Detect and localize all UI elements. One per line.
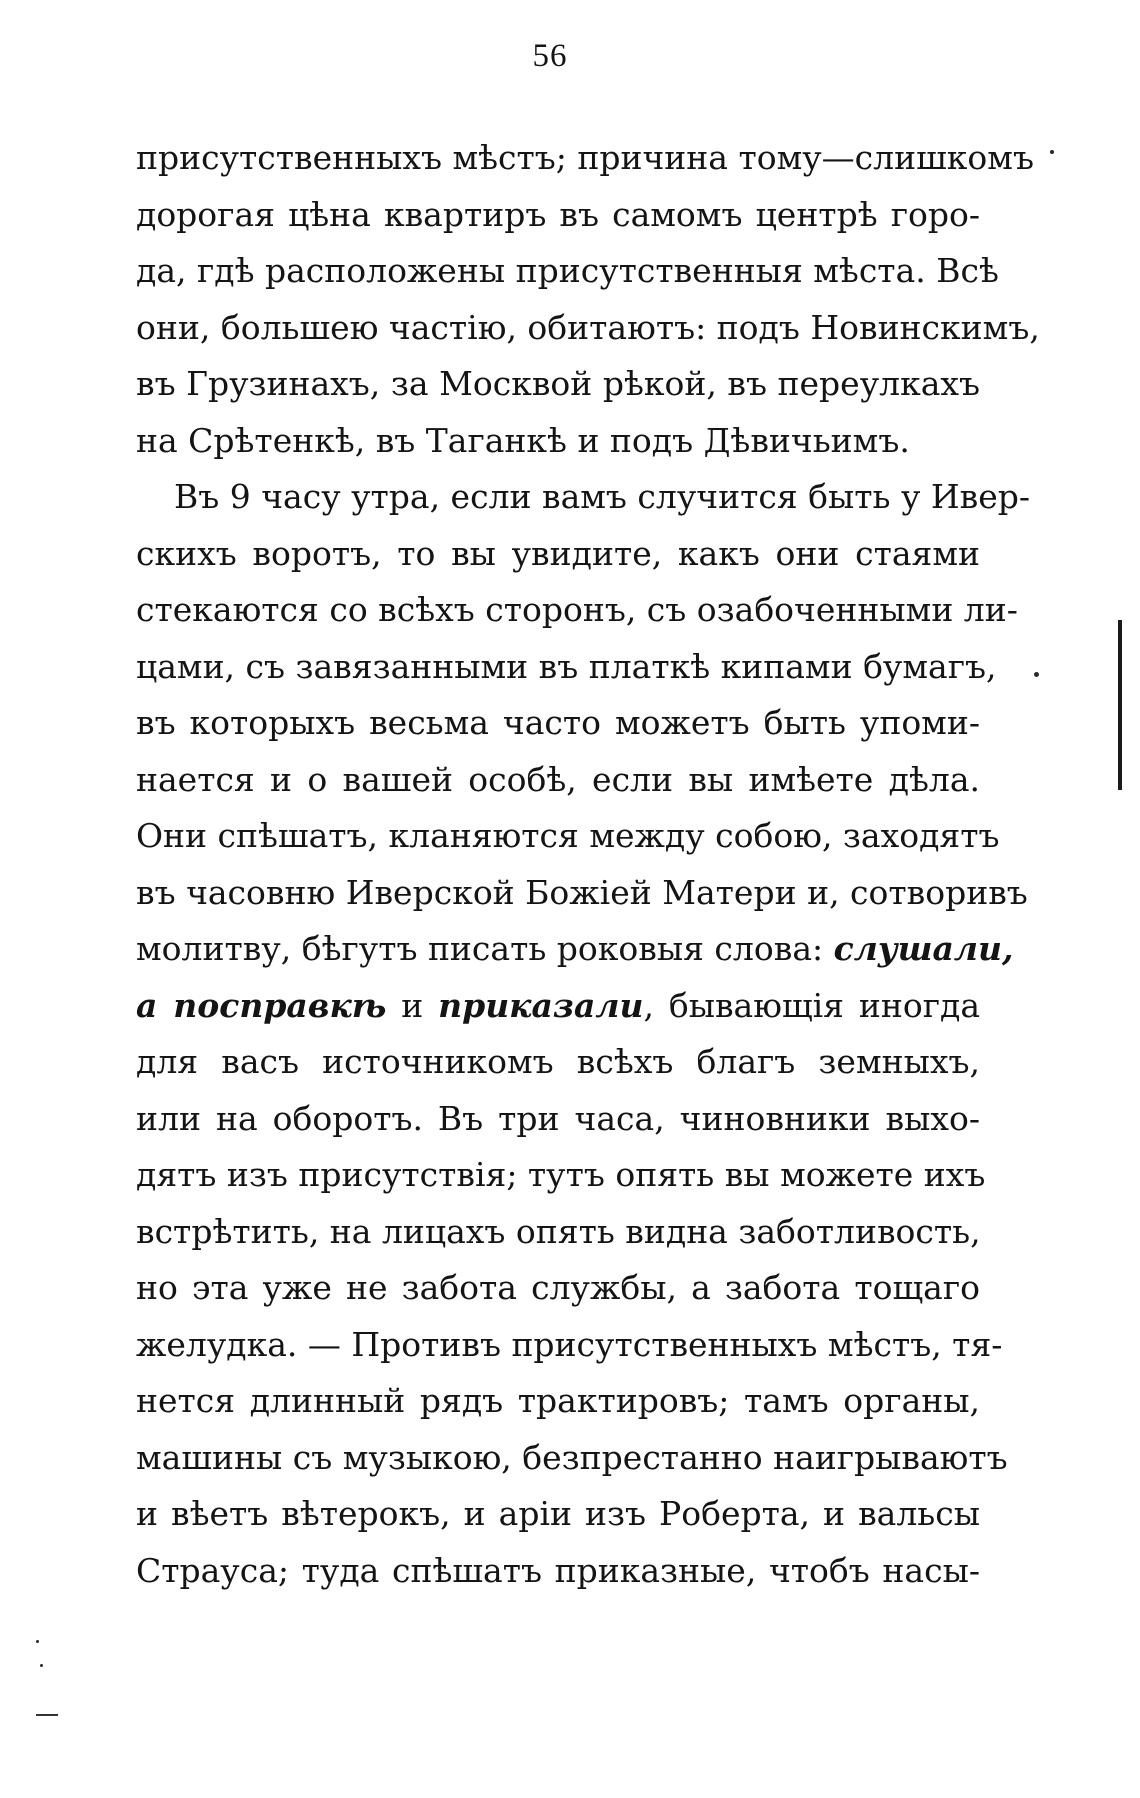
text-line [136,921,1014,978]
text-segment: стекаются со всѣхъ сторонъ, съ озабоченными ли- [136,590,1018,629]
text-segment: для васъ источникомъ всѣхъ благъ земныхъ, [136,1042,980,1081]
text-line [136,1204,980,1261]
text-segment: нется длинный рядъ трактировъ; тамъ органы, [136,1381,980,1420]
text-segment: дятъ изъ присутствія; тутъ опять вы можете ихъ [136,1155,986,1194]
text-segment: на Срѣтенкѣ, въ Таганкѣ и подъ Дѣвичьимъ. [136,420,910,460]
italic-phrase: а посправкѣ [136,985,387,1025]
text-segment: цами, съ завязанными въ платкѣ кипами бумагъ, [136,646,997,686]
text-line [136,978,980,1035]
text-segment: и [386,985,439,1025]
text-segment: Въ 9 часу утра, если вамъ случится быть у Ивер- [174,477,1031,516]
text-line [136,1091,980,1148]
text-line [136,1430,1008,1487]
text-line [136,130,1034,187]
italic-phrase: приказали [438,985,644,1025]
text-line [136,582,1018,639]
text-segment: въ которыхъ весьма часто можетъ быть упоми- [136,703,980,742]
italic-phrase: слушали, [833,929,1014,968]
text-line [136,469,1031,526]
text-segment: скихъ воротъ, то вы увидите, какъ они стаями [136,533,980,573]
text-segment: Они спѣшатъ, кланяются между собою, заходятъ [136,816,1000,855]
scan-speck [1034,672,1039,677]
text-line [136,1034,980,1091]
text-line [136,808,1000,865]
text-segment: они, большею частію, обитаютъ: подъ Новинскимъ, [136,307,1040,347]
text-line [136,639,997,696]
text-line [136,413,980,470]
text-segment: дорогая цѣна квартиръ въ самомъ центрѣ горо- [136,194,980,234]
text-line [136,752,980,809]
margin-scan-mark [1118,620,1122,790]
text-segment: но эта уже не забота службы, а забота тощаго [136,1268,980,1307]
text-segment: желудка. — Противъ присутственныхъ мѣстъ, тя- [136,1324,1003,1364]
text-line [136,695,980,752]
text-segment: Страуса; туда спѣшатъ приказные, чтобъ насы- [136,1550,980,1590]
text-line [136,243,999,300]
text-line [136,1543,980,1600]
scan-speck [36,1640,39,1643]
text-line [136,1373,980,1430]
text-line [136,356,980,413]
text-line [136,300,1040,357]
body-text [136,130,1040,1599]
text-segment: нается и о вашей особѣ, если вы имѣете дѣла. [136,759,980,799]
text-segment: присутственныхъ мѣстъ; причина тому—слишкомъ [136,138,1034,177]
text-segment: да, гдѣ расположены присутственныя мѣста. Всѣ [136,251,999,290]
text-segment: встрѣтить, на лицахъ опять видна заботливость, [136,1211,981,1251]
text-line [136,1147,986,1204]
text-segment: или на оборотъ. Въ три часа, чиновники выхо- [136,1098,980,1138]
text-line [136,526,980,583]
text-segment: въ Грузинахъ, за Москвой рѣкой, въ переулкахъ [136,364,980,403]
text-line [136,1486,980,1543]
text-segment: , бывающія иногда [643,985,980,1025]
text-segment: машины съ музыкою, безпрестанно наигрываютъ [136,1437,1008,1477]
text-segment: молитву, бѣгутъ писать роковыя слова: [136,929,834,968]
text-segment: въ часовню Иверской Божіей Матери и, сотворивъ [136,872,1028,912]
text-line [136,187,980,244]
text-line [136,1260,980,1317]
scan-speck [40,1664,43,1667]
text-segment: и вѣетъ вѣтерокъ, и аріи изъ Роберта, и вальсы [136,1494,980,1533]
text-line [136,1317,1003,1374]
scan-artifact-dash [36,1714,58,1716]
scan-speck [1050,150,1054,154]
page-number: 56 [532,38,568,74]
text-line [136,865,1028,922]
